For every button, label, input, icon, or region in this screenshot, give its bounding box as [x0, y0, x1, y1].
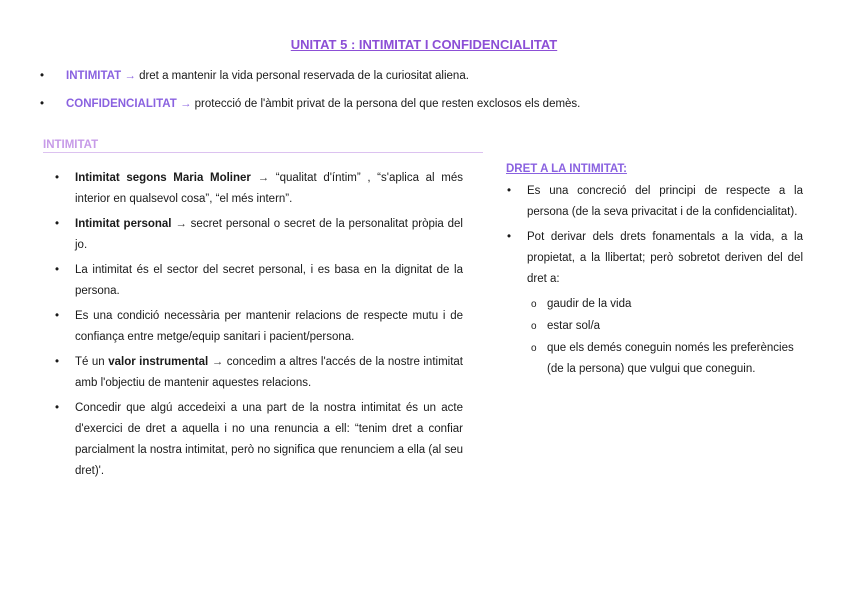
item-text: Es una concreció del principi de respecte a la persona (de la seva privacitat i de la confidencialitat).	[527, 185, 803, 218]
item-text: concedim a altres l'accés de la nostre intimitat amb l'objectiu de mantenir aquestes relacions.	[75, 356, 463, 389]
list-item	[507, 181, 803, 223]
sub-list-item	[527, 316, 803, 337]
item-text: secret personal o secret de la personalitat pròpia del jo.	[75, 218, 463, 251]
item-text: Concedir que algú accedeixi a una part de la nostra intimitat és un acte d'exercici de dret a aquella i no una renuncia a ell: “tenim dret a confiar parcialment la nostra intimitat, però no significa que renunciem a ella (al seu dret)'.	[75, 402, 463, 477]
list-item	[55, 168, 463, 210]
bullet-icon: •	[55, 172, 60, 184]
bullet-icon: •	[55, 310, 60, 322]
list-item	[507, 227, 803, 380]
arrow-right-icon: →	[211, 356, 224, 368]
circle-bullet-icon: o	[531, 343, 537, 354]
item-text: “qualitat d'íntim” , “s'aplica al més interior en qualsevol cosa”, “el més intern”.	[75, 172, 464, 205]
definition-text: protecció de l'àmbit privat de la persona del que resten exclosos els demès.	[194, 98, 581, 110]
document-title: UNITAT 5 : INTIMITAT I CONFIDENCIALITAT	[290, 37, 558, 52]
bullet-icon: •	[55, 356, 60, 368]
sub-list-item	[527, 338, 803, 380]
arrow-right-icon: →	[257, 172, 270, 184]
list-item	[55, 398, 463, 482]
sub-item-text: que els demés coneguin només les preferències (de la persona) que vulgui que coneguin.	[547, 342, 794, 375]
section-heading-intimitat: INTIMITAT	[43, 139, 483, 153]
sub-list-item	[527, 294, 803, 315]
list-item	[55, 352, 463, 394]
arrow-right-icon: →	[175, 218, 187, 230]
section-heading-dret-intimitat: DRET A LA INTIMITAT:	[506, 163, 627, 175]
term: CONFIDENCIALITAT	[66, 98, 177, 110]
definition-text: dret a mantenir la vida personal reservada de la curiositat aliena.	[139, 70, 469, 82]
bullet-icon: •	[55, 264, 60, 276]
item-text: La intimitat és el sector del secret personal, i es basa en la dignitat de la persona.	[75, 264, 463, 297]
list-item	[55, 214, 463, 256]
bullet-icon: •	[40, 70, 45, 82]
definition-confidencialitat	[40, 95, 820, 123]
definitions-list	[40, 67, 820, 123]
dret-intimitat-list	[507, 181, 803, 384]
bold-term: Intimitat personal	[75, 218, 172, 230]
item-text: Pot derivar dels drets fonamentals a la vida, a la propietat, a la llibertat; però sobretot deriven del del dret a:	[527, 231, 803, 285]
bold-term: valor instrumental	[108, 356, 209, 368]
circle-bullet-icon: o	[531, 321, 537, 332]
bullet-icon: •	[507, 231, 512, 243]
term: INTIMITAT	[66, 70, 122, 82]
bullet-icon: •	[55, 218, 60, 230]
sub-item-text: gaudir de la vida	[547, 298, 632, 310]
arrow-right-icon: →	[179, 98, 192, 110]
circle-bullet-icon: o	[531, 299, 537, 310]
definition-intimitat	[40, 67, 820, 95]
list-item	[55, 306, 463, 348]
arrow-right-icon: →	[124, 70, 136, 82]
bullet-icon: •	[507, 185, 512, 197]
sub-list	[527, 294, 803, 380]
list-item	[55, 260, 463, 302]
intimitat-list	[55, 168, 463, 486]
bullet-icon: •	[40, 98, 45, 110]
item-text: Es una condició necessària per mantenir relacions de respecte mutu i de confiança entre metge/equip sanitari i pacient/persona.	[75, 310, 463, 343]
item-prefix: Té un	[75, 356, 105, 368]
bold-term: Intimitat segons Maria Moliner	[75, 172, 251, 184]
bullet-icon: •	[55, 402, 60, 414]
sub-item-text: estar sol/a	[547, 320, 601, 332]
